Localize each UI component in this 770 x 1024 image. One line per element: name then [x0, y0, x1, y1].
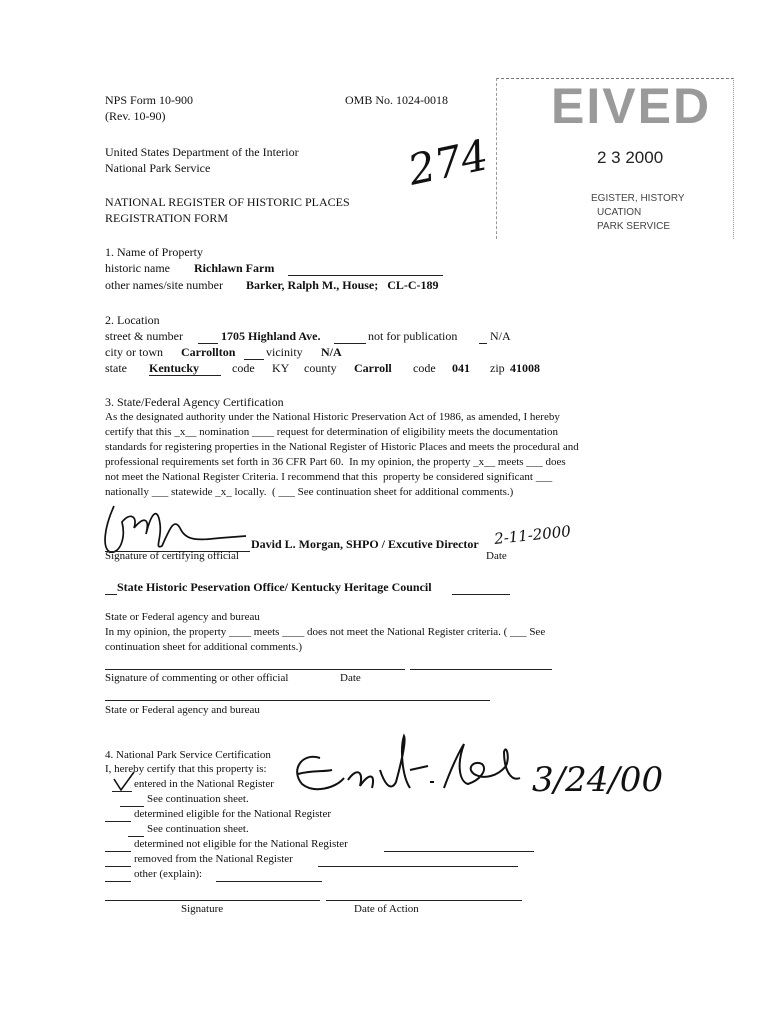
agency-label-1: State or Federal agency and bureau — [105, 611, 260, 623]
form-number: NPS Form 10-900 — [105, 93, 194, 107]
county-label: county — [304, 361, 337, 375]
cert-paragraph-6: nationally ___ statewide _x_ locally. ( ___ See continuation sheet for additional comments.) — [105, 486, 514, 498]
street-pad-line — [198, 343, 218, 344]
section3-heading: 3. State/Federal Agency Certification — [105, 395, 284, 409]
nps-date-label: Date of Action — [354, 903, 419, 915]
continuation-line-1 — [120, 806, 144, 807]
certifying-date-label: Date — [486, 550, 507, 562]
nfp-value: N/A — [490, 329, 511, 343]
nps-continuation-1: See continuation sheet. — [147, 793, 249, 805]
historic-name-label: historic name — [105, 261, 170, 275]
city-value: Carrollton — [181, 345, 236, 359]
historic-name-value: Richlawn Farm — [194, 261, 275, 275]
agency-name: State Historic Peservation Office/ Kentucky Heritage Council — [117, 580, 432, 594]
state-value: Kentucky — [149, 361, 200, 375]
cert-paragraph-4: professional requirements set forth in 36 CFR Part 60. In my opinion, the property _x__ meets ___ does — [105, 456, 566, 468]
nfp-pad-line — [479, 343, 487, 344]
certifying-official-name: David L. Morgan, SHPO / Excutive Director — [251, 537, 479, 551]
not-eligible-line — [105, 851, 131, 852]
removed-line — [105, 866, 131, 867]
received-stamp — [496, 78, 734, 239]
form-title-line1: NATIONAL REGISTER OF HISTORIC PLACES — [105, 195, 350, 209]
opinion-line-2: continuation sheet for additional comments.) — [105, 641, 303, 653]
other-explain-line — [216, 881, 322, 882]
nps-continuation-2: See continuation sheet. — [147, 823, 249, 835]
street-label: street & number — [105, 329, 183, 343]
stamp-line2: UCATION — [597, 207, 642, 218]
other-line — [105, 881, 131, 882]
zip-label: zip — [490, 361, 505, 375]
section1-heading: 1. Name of Property — [105, 245, 203, 259]
section2-heading: 2. Location — [105, 313, 160, 327]
state-label: state — [105, 361, 127, 375]
agency-bureau-line — [105, 700, 490, 701]
agency-pre-line — [105, 594, 117, 595]
other-names-value: Barker, Ralph M., House; CL-C-189 — [246, 278, 439, 292]
state-code-value: KY — [272, 361, 290, 375]
commenting-signature-line — [105, 669, 405, 670]
nps-cert-line-1: I, hereby certify that this property is: — [105, 763, 267, 775]
certifying-official-signature — [100, 498, 250, 556]
zip-value: 41008 — [510, 361, 540, 375]
other-names-label: other names/site number — [105, 278, 223, 292]
state-code-label: code — [232, 361, 255, 375]
agency-label-2: State or Federal agency and bureau — [105, 704, 260, 716]
form-title-line2: REGISTRATION FORM — [105, 211, 229, 225]
cert-paragraph-3: standards for registering properties in the National Register of Historic Places and meets the procedural and — [105, 441, 579, 453]
county-code-value: 041 — [452, 361, 470, 375]
nps-signature-label: Signature — [181, 903, 224, 915]
commenting-date-line — [410, 669, 552, 670]
cert-paragraph-2: certify that this _x__ nomination ____ request for determination of eligibility meets the documentation — [105, 426, 559, 438]
nps-not-eligible: determined not eligible for the National Register — [134, 838, 348, 850]
state-line — [149, 375, 221, 376]
county-code-label: code — [413, 361, 436, 375]
nps-action-date-handwritten: 3/24/00 — [532, 760, 664, 800]
nps-entered: entered in the National Register — [134, 778, 274, 790]
service-name: National Park Service — [105, 161, 211, 175]
commenting-signature-label: Signature of commenting or other official — [105, 672, 289, 684]
stamp-line3: PARK SERVICE — [597, 221, 670, 232]
city-label: city or town — [105, 345, 163, 359]
entered-check-mark — [112, 771, 136, 793]
nps-date-line — [326, 900, 522, 901]
historic-name-line — [288, 275, 443, 276]
stamp-line1: EGISTER, HISTORY — [591, 193, 685, 204]
section4-heading: 4. National Park Service Certification — [105, 749, 271, 761]
cert-paragraph-1: As the designated authority under the National Historic Preservation Act of 1986, as amended, I hereby — [105, 411, 560, 423]
nps-other: other (explain): — [134, 868, 203, 880]
street-value: 1705 Highland Ave. — [221, 329, 321, 343]
vicinity-value: N/A — [321, 345, 342, 359]
certifying-date-handwritten: 2-11-2000 — [493, 522, 572, 548]
cert-paragraph-5: not meet the National Register Criteria. I recommend that this property be considered significant ___ — [105, 471, 553, 483]
agency-post-line — [452, 594, 510, 595]
eligible-line — [105, 821, 131, 822]
removed-sig-line — [318, 866, 518, 867]
stamp-received-text: EIVED — [551, 78, 712, 134]
nps-keeper-signature — [284, 730, 524, 802]
vicinity-label: vicinity — [266, 345, 303, 359]
county-value: Carroll — [354, 361, 392, 375]
nps-signature-line — [105, 900, 320, 901]
opinion-line-1: In my opinion, the property ____ meets ____ does not meet the National Register criteria. ( ___ See — [105, 626, 546, 638]
continuation-line-2 — [128, 836, 144, 837]
city-line — [244, 359, 264, 360]
certifying-signature-label: Signature of certifying official — [105, 550, 239, 562]
not-eligible-sig-line — [384, 851, 534, 852]
street-line — [334, 343, 366, 344]
nps-eligible: determined eligible for the National Register — [134, 808, 332, 820]
handwritten-number: 274 — [403, 130, 493, 195]
entered-line — [112, 791, 132, 792]
nps-removed: removed from the National Register — [134, 853, 293, 865]
omb-number: OMB No. 1024-0018 — [345, 93, 449, 107]
commenting-date-label: Date — [340, 672, 361, 684]
form-revision: (Rev. 10-90) — [105, 109, 166, 123]
stamp-date: 2 3 2000 — [597, 148, 664, 167]
nfp-label: not for publication — [368, 329, 458, 343]
department-name: United States Department of the Interior — [105, 145, 299, 159]
